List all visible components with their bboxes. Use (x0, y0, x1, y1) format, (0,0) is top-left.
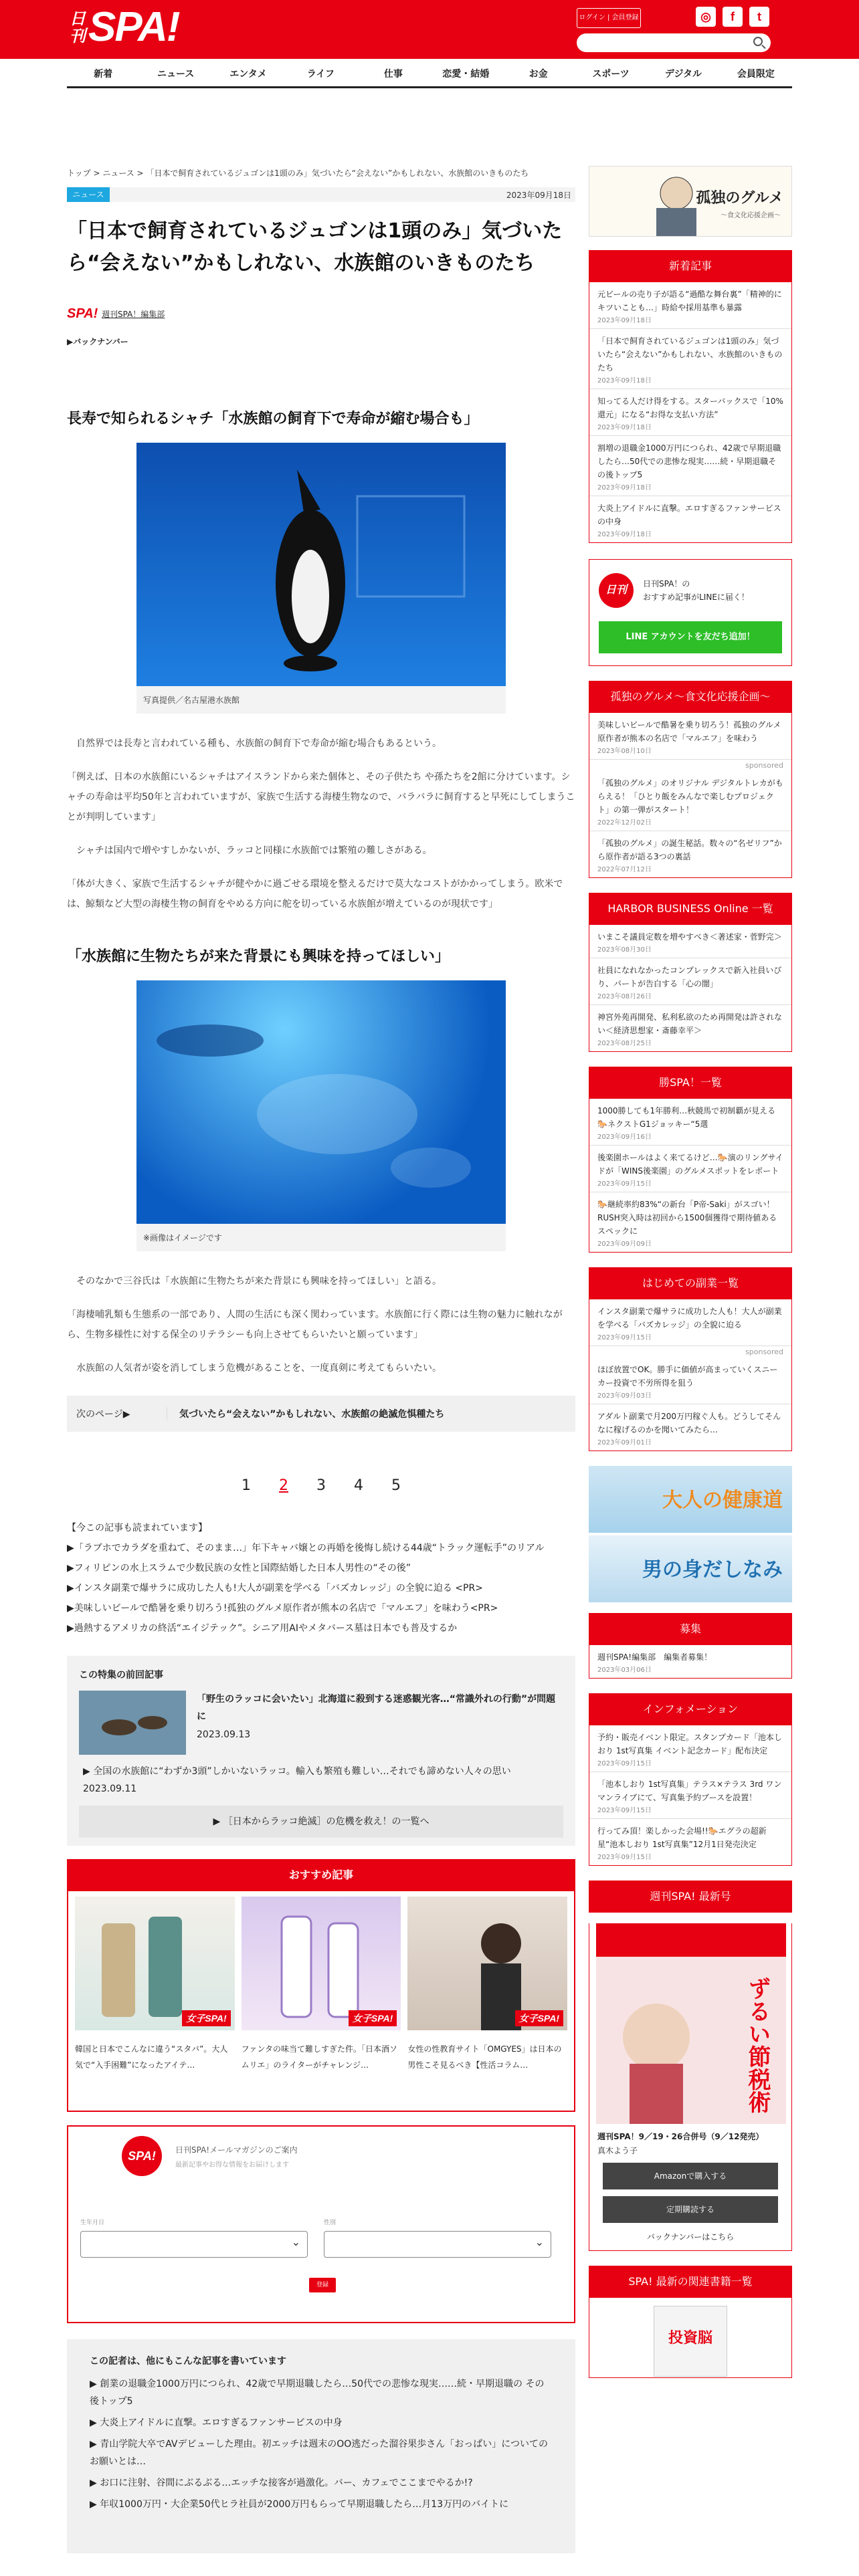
new-articles-section (589, 250, 792, 543)
article-main (67, 167, 575, 2553)
recommend-title[interactable]: ファンタの味当て難しすぎた件。「日本酒ソムリエ」のライターがチャレンジ… (241, 2044, 397, 2070)
newsletter-logo: SPA! (122, 2136, 162, 2176)
recruit-list (589, 1645, 792, 1679)
recruit-item[interactable] (589, 1645, 791, 1678)
line-follow-box (589, 559, 792, 666)
item-title[interactable]: インスタ副業で爆サラに成功した人も！大人が副業を学べる「バズカレッジ」の全貌に迫る (597, 1307, 782, 1329)
gourmet-banner-title: 孤独のグルメ (696, 190, 783, 207)
item-date: 2023年09月15日 (597, 1760, 652, 1767)
recommend-grid (67, 1891, 575, 2112)
breadcrumb[interactable]: トップ > ニュース > 「日本で飼育されているジュゴンは1頭のみ」気づいたら“会えない”かもしれない、水族館のいきものたち (67, 169, 529, 178)
item-date: 2023年09月15日 (597, 1854, 652, 1861)
paragraph-5: そのなかで三谷氏は「水族館に生物たちが来た背景にも興味を持ってほしい」と語る。 (76, 1276, 442, 1287)
related-item[interactable]: ▶インスタ副業で爆サラに成功した人も!大人が副業を学べる「バズカレッジ」の全貌に迫る <PR> (67, 1583, 483, 1594)
kachi-item[interactable] (589, 1099, 791, 1146)
new-article-item[interactable] (589, 282, 791, 329)
page-4[interactable]: 4 (354, 1477, 363, 1494)
books-body (589, 2298, 792, 2378)
newsletter-submit-button[interactable]: 登録 (309, 2278, 336, 2292)
article-title: 「日本で飼育されているジュゴンは1頭のみ」気づいたら“会えない”かもしれない、水族館のいきものたち (67, 219, 563, 275)
nav-item-love[interactable]: 恋愛・結婚 (442, 69, 490, 80)
related-articles (67, 1518, 575, 1638)
instagram-icon[interactable]: ◎ (696, 7, 716, 27)
joshi-spa-badge: 女子SPA! (182, 2010, 230, 2026)
recommend-card[interactable] (407, 1897, 567, 2111)
info-item[interactable] (589, 1725, 791, 1772)
weekly-spa-section (589, 1881, 792, 2251)
category-badge[interactable]: ニュース (67, 187, 110, 202)
other-heading: この記者は、他にもこんな記事を書いています (90, 2356, 286, 2367)
paragraph-1: 自然界では長寿と言われている種も、水族館の飼育下で寿命が縮む場合もあるという。 (76, 738, 442, 749)
recommend-image[interactable] (407, 1897, 567, 2030)
kachi-item[interactable] (589, 1146, 791, 1192)
photo-aquarium-figure (136, 980, 506, 1251)
item-date: 2023年09月15日 (597, 1334, 652, 1341)
item-title[interactable]: ほぼ放置でOK。勝手に価値が高まっていくスニーカー投資で不労所得を狙う (597, 1365, 778, 1388)
item-title[interactable]: 「日本で飼育されているジュゴンは1頭のみ」気づいたら“会えない”かもしれない、水族館のいきものたち (597, 336, 783, 372)
item-date: 2022年07月12日 (597, 866, 652, 873)
weekly-spa-body (589, 1923, 792, 2251)
book-title: 投資脳 (668, 2330, 712, 2347)
facebook-icon[interactable]: f (723, 7, 743, 27)
item-date: 2023年08月26日 (597, 993, 652, 1000)
amazon-buy-button[interactable]: Amazonで購入する (603, 2163, 778, 2189)
next-page-title[interactable]: 気づいたら“会えない”かもしれない、水族館の絶滅危惧種たち (179, 1409, 445, 1420)
nav-item-new[interactable]: 新着 (94, 69, 113, 80)
search-input[interactable] (577, 33, 771, 52)
recommend-section (67, 1859, 575, 2112)
orca-illustration (136, 443, 506, 686)
author-other-articles (67, 2339, 575, 2553)
page-3[interactable]: 3 (316, 1477, 326, 1494)
nav-item-life[interactable]: ライフ (306, 69, 335, 80)
section-heading-2: 「水族館に生物たちが来た背景にも興味を持ってほしい」 (67, 948, 450, 965)
gourmet-item[interactable] (589, 771, 791, 831)
grooming-banner[interactable] (589, 1535, 792, 1602)
article-date: 2023年09月18日 (506, 191, 571, 200)
newsletter-subtitle: 最新記事やお得な情報をお届けします (175, 2161, 289, 2169)
otter-illustration (79, 1691, 186, 1755)
page-2[interactable]: 2 (279, 1477, 288, 1494)
birthdate-select[interactable] (80, 2231, 308, 2258)
gourmet-section (589, 681, 792, 878)
subscribe-button[interactable]: 定期購読する (603, 2196, 778, 2223)
recommend-card[interactable] (242, 1897, 401, 2111)
side-job-list (589, 1299, 792, 1451)
gender-select[interactable] (324, 2231, 551, 2258)
new-articles-heading: 新着記事 (589, 250, 792, 282)
info-item[interactable] (589, 1772, 791, 1819)
info-list (589, 1725, 792, 1866)
item-title[interactable]: アダルト副業で月200万円稼ぐ人も。どうしてそんなに稼げるのかを聞いてみたら… (597, 1412, 781, 1434)
item-date: 2023年09月09日 (597, 1241, 652, 1248)
books-heading: SPA! 最新の関連書籍一覧 (589, 2266, 792, 2298)
sponsored-label: sponsored (745, 761, 783, 770)
grooming-banner-text: 男の身だしなみ (642, 1558, 783, 1582)
gourmet-list (589, 713, 792, 878)
related-item[interactable]: ▶美味しいビールで酷暑を乗り切ろう!孤独のグルメ原作者が熊本の名店で「マルエフ」を味わう<PR> (67, 1603, 498, 1614)
next-page-label[interactable]: 次のページ▶ (67, 1407, 167, 1420)
kachi-item[interactable] (589, 1192, 791, 1252)
backnumber-link-side[interactable]: バックナンバーはこちら (646, 2232, 735, 2242)
backnumber-link[interactable]: ▶バックナンバー (67, 337, 128, 346)
side-job-item[interactable] (589, 1404, 791, 1451)
line-add-friend-button[interactable]: LINE アカウントを友だち追加！ (599, 621, 782, 653)
other-article-item[interactable]: ▶ 青山学院大卒でAVデビューした理由。初エッチは週末のOO逃だった溜谷果歩さん「おっぱい」についての お願いとは… (90, 2439, 548, 2467)
item-title[interactable]: 神宮外苑再開発、私利私欲のため再開発は許されない＜経済思想家・斎藤幸平＞ (597, 1012, 783, 1035)
recommend-card[interactable] (75, 1897, 235, 2111)
recruit-heading: 募集 (589, 1613, 792, 1645)
item-date: 2023年09月18日 (597, 424, 652, 431)
article-meta (67, 187, 575, 202)
nav-item-money[interactable]: お金 (529, 69, 548, 80)
gourmet-item[interactable] (589, 713, 791, 760)
item-title[interactable]: 予約・販売イベント限定。スタンプカード「池本しおり 1st写真集 イベント記念カード」配布決定 (597, 1733, 782, 1755)
harbor-item[interactable] (589, 925, 791, 958)
other-article-item[interactable]: ▶ お口に注射、谷間にぶるぶる…エッチな接客が過激化。バー、カフェでここまでやるか!? (90, 2478, 473, 2488)
series-thumbnail[interactable] (79, 1691, 186, 1755)
photo-aquarium (136, 980, 506, 1224)
item-date: 2023年09月16日 (597, 1134, 652, 1141)
paragraph-6: 「海棲哺乳類も生態系の一部であり、人間の生活にも深く関わっています。水族館に行く際には生物の魅力に触れながら、生物多様性に対する保全のリテラシーも向上させてもらいたいと願っています」 (67, 1309, 563, 1340)
page-1[interactable]: 1 (242, 1477, 251, 1494)
item-title[interactable]: 割増の退職金1000万円につられ、42歳で早期退職したら…50代での悲惨な現実……続・早期退職その後トップ5 (597, 443, 781, 479)
new-article-item[interactable] (589, 389, 791, 436)
kachi-spa-heading: 勝SPA！一覧 (589, 1067, 792, 1099)
harbor-list (589, 925, 792, 1052)
item-title[interactable]: いまこそ議員定数を増やすべき＜著述家・菅野完＞ (597, 932, 782, 942)
item-date: 2023年09月15日 (597, 1180, 652, 1188)
item-date: 2023年09月01日 (597, 1439, 652, 1446)
side-job-item[interactable] (589, 1299, 791, 1346)
author-link[interactable]: 週刊SPA！編集部 (102, 309, 165, 319)
gourmet-item[interactable] (589, 831, 791, 877)
gourmet-banner[interactable] (589, 166, 792, 237)
fish-illustration (136, 980, 506, 1224)
photo-caption-1: 写真提供／名古屋港水族館 (136, 686, 506, 714)
gender-label: 性別 (324, 2220, 337, 2226)
health-banner-text: 大人の健康道 (662, 1489, 783, 1512)
photo-orca-figure (136, 443, 506, 714)
newsletter-box (67, 2125, 575, 2323)
item-title[interactable]: 知ってる人だけ得をする。スターバックスで「10%還元」になる“お得な支払い方法” (597, 397, 783, 419)
line-box-logo: 日刊 (599, 573, 634, 608)
series-main-item[interactable] (79, 1691, 563, 1755)
item-date: 2023年08月10日 (597, 748, 652, 755)
info-item[interactable] (589, 1819, 791, 1865)
sidebar (589, 166, 792, 2378)
new-article-item[interactable] (589, 329, 791, 389)
book-cover[interactable] (654, 2306, 727, 2377)
twitter-icon[interactable]: t (749, 7, 769, 27)
item-date: 2023年08月25日 (597, 1040, 652, 1047)
kachi-spa-section (589, 1067, 792, 1253)
logo-small-text: 日刊 (70, 10, 86, 45)
page-5[interactable]: 5 (391, 1477, 401, 1494)
joshi-spa-badge: 女子SPA! (349, 2010, 397, 2026)
next-page-box[interactable] (67, 1396, 575, 1432)
item-date: 2022年12月02日 (597, 819, 652, 827)
related-item[interactable]: ▶フィリピンの水上スラムで少数民族の女性と国際結婚した日本人男性の“その後” (67, 1563, 411, 1574)
line-box-text: 日刊SPA！の おすすめ記事がLINEに届く！ (643, 579, 749, 602)
paragraph-3: シャチは国内で増やすしかないが、ラッコと同様に水族館では繁殖の難しさがある。 (76, 845, 432, 856)
site-header (0, 0, 859, 59)
info-heading: インフォメーション (589, 1693, 792, 1725)
nav-item-news[interactable]: ニュース (157, 69, 195, 80)
recruit-section (589, 1613, 792, 1679)
item-date: 2023年03月06日 (597, 1667, 652, 1674)
item-date: 2023年09月18日 (597, 484, 652, 492)
series-sub-item[interactable]: ▶ 全国の水族館に“わずか3頭”しかいないラッコ。輸入も繁殖も難しい…それでも諦めない人々の思い 2023.09.11 (83, 1766, 520, 1794)
item-title[interactable]: 後楽園ホールはよく来てるけど…🐎演のリングサイドが「WINS後楽園」のグルメスポットをレポート (597, 1153, 783, 1176)
weekly-issue-title[interactable]: 週刊SPA！9／19・26合併号（9／12発売） (597, 2132, 764, 2141)
sponsored-label: sponsored (745, 1348, 783, 1356)
birthdate-label: 生年月日 (80, 2220, 105, 2226)
login-button[interactable]: ログイン | 会員登録 (577, 8, 641, 28)
search-icon[interactable] (753, 37, 763, 46)
item-date: 2023年09月18日 (597, 377, 652, 385)
pagination (67, 1477, 575, 1494)
series-box (67, 1656, 575, 1846)
global-nav (67, 62, 792, 88)
site-logo[interactable] (70, 5, 179, 49)
item-title[interactable]: 美味しいビールで酷暑を乗り切ろう！孤独のグルメ原作者が熊本の名店で「マルエフ」を味わう (597, 720, 781, 743)
item-title[interactable]: 週刊SPA!編集部 編集者募集！ (597, 1652, 712, 1662)
item-date: 2023年09月03日 (597, 1392, 652, 1400)
paragraph-2: 「例えば、日本の水族館にいるシャチはアイスランドから来た個体と、その子供たち や孫たちを2館に分けています。シャチの寿命は平均50年と言われていますが、家族で生活する海棲生物なので、バラバラに飼育すると早死にしてしまうことが判明しています」 (67, 772, 575, 823)
magazine-cover[interactable] (596, 1923, 785, 2124)
series-main-title[interactable]: 「野生のラッコに会いたい」北海道に殺到する迷惑観光客…“常識外れの行動”が問題に (197, 1694, 556, 1722)
nav-item-digital[interactable]: デジタル (664, 69, 702, 80)
joshi-spa-badge: 女子SPA! (515, 2010, 563, 2026)
new-article-item[interactable] (589, 436, 791, 496)
harbor-item[interactable] (589, 958, 791, 1005)
gourmet-banner-subtitle: ～食文化応援企画～ (721, 212, 781, 219)
paragraph-7: 水族館の人気者が姿を消してしまう危機があることを、一度真剣に考えてもらいたい。 (76, 1363, 442, 1374)
item-date: 2023年09月18日 (597, 317, 652, 324)
item-title[interactable]: 行ってみ頂！楽しかった会場!!🐎エグラの超新星“池本しおり 1st写真集”12月1日発売決定 (597, 1826, 767, 1849)
weekly-cover-person: 真木よう子 (597, 2146, 638, 2155)
harbor-heading: HARBOR BUSINESS Online 一覧 (589, 893, 792, 925)
related-heading: 【今この記事も読まれています】 (67, 1523, 207, 1533)
gourmet-heading: 孤独のグルメ～食文化応援企画～ (589, 681, 792, 713)
related-item[interactable]: ▶「ラブホでカラダを重ねて、そのまま…」年下キャバ嬢との再婚を後悔し続ける44歳“トラック運転手”のリアル (67, 1543, 545, 1553)
side-job-heading: はじめての副業一覧 (589, 1267, 792, 1299)
recommend-title[interactable]: 韓国と日本でこんなに違う“スタバ”。大人気で“入手困難”になったアイテ… (75, 2044, 228, 2070)
kachi-spa-list (589, 1099, 792, 1253)
series-all-button[interactable]: ▶ ［日本からラッコ絶滅］の危機を救え！の一覧へ (79, 1806, 563, 1838)
books-section (589, 2266, 792, 2378)
nav-item-entame[interactable]: エンタメ (229, 69, 267, 80)
nav-item-sports[interactable]: スポーツ (592, 69, 630, 80)
newsletter-title: 日刊SPA!メールマガジンのご案内 (175, 2145, 298, 2155)
new-articles-list (589, 282, 792, 543)
author-logo: SPA! (67, 306, 98, 321)
item-date: 2023年08月30日 (597, 946, 652, 954)
series-heading: この特集の前回記事 (79, 1670, 163, 1681)
item-title[interactable]: 「孤独のグルメ」のオリジナル デジタルトレカがもらえる！「ひとり飯をみんなで楽しむプロジェクト」の第一弾がスタート！ (597, 778, 783, 815)
paragraph-4: 「体が大きく、家族で生活するシャチが健やかに過ごせる環境を整えるだけで莫大なコストがかかってしまう。欧米では、鯨類など大型の海棲生物の飼育をやめる方向に舵を切っている水族館が増えているのが現状です」 (67, 879, 563, 909)
series-main-date: 2023.09.13 (197, 1729, 251, 1740)
item-date: 2023年09月18日 (597, 531, 652, 538)
side-job-section (589, 1267, 792, 1451)
other-article-item[interactable]: ▶ 年収1000万円・大企業50代ヒラ社員が2000万円もらって早期退職したら…月13万円のバイトに (90, 2499, 509, 2510)
harbor-section (589, 893, 792, 1052)
harbor-item[interactable] (589, 1005, 791, 1051)
weekly-spa-heading: 週刊SPA! 最新号 (589, 1881, 792, 1913)
item-title[interactable]: 「池本しおり 1st写真集」テラス×テラス 3rd ワンマンライブにて、写真集予約ブースを設置！ (597, 1780, 782, 1802)
recommend-heading: おすすめ記事 (67, 1859, 575, 1891)
section-heading-1: 長寿で知られるシャチ「水族館の飼育下で寿命が縮む場合も」 (67, 411, 479, 427)
health-banner[interactable] (589, 1466, 792, 1533)
other-article-item[interactable]: ▶ 創業の退職金1000万円につられ、42歳で早期退職したら…50代での悲惨な現実……続・早期退職の その後トップ5 (90, 2379, 545, 2407)
item-title[interactable]: 🐎継続率約83%“の新台「P帝-Saki」がスゴい！RUSH突入時は初回から1500個獲得で期待値あるスペックに (597, 1200, 777, 1236)
author-row (67, 304, 575, 324)
item-title[interactable]: 1000勝しても1年勝利…秋競馬で初制覇が見える🐎ネクストG1ジョッキー“5選 (597, 1106, 776, 1129)
logo-big-text: SPA! (88, 4, 179, 50)
item-title[interactable]: 元ビールの売り子が語る“過酷な舞台裏”「精神的にキツいことも…」時給や採用基準も暴露 (597, 290, 782, 312)
magazine-cover-headline: ずるい節税術 (744, 1977, 771, 2113)
side-job-item[interactable] (589, 1358, 791, 1404)
related-item[interactable]: ▶過熱するアメリカの終活“エイジテック”。シニア用AIやメタバース墓は日本でも普及するか (67, 1623, 458, 1634)
recommend-image[interactable] (75, 1897, 235, 2030)
nav-item-work[interactable]: 仕事 (383, 69, 403, 80)
nav-item-members[interactable]: 会員限定 (737, 69, 775, 80)
photo-orca (136, 443, 506, 686)
photo-caption-2: ※画像はイメージです (136, 1224, 506, 1251)
info-section (589, 1693, 792, 1866)
item-title[interactable]: 大炎上アイドルに直撃。エロすぎるファンサービスの中身 (597, 504, 781, 526)
other-article-item[interactable]: ▶ 大炎上アイドルに直撃。エロすぎるファンサービスの中身 (90, 2418, 343, 2428)
recommend-image[interactable] (242, 1897, 401, 2030)
new-article-item[interactable] (589, 496, 791, 542)
item-title[interactable]: 社員になれなかったコンプレックスで新入社員いびり、パートが告白する「心の闇」 (597, 966, 782, 988)
item-date: 2023年09月15日 (597, 1807, 652, 1814)
item-title[interactable]: 「孤独のグルメ」の誕生秘話。数々の“名ゼリフ”から原作者が語る3つの裏話 (597, 839, 782, 861)
recommend-title[interactable]: 女性の性教育サイト「OMGYES」は日本の男性こそ見るべき【性活コラム… (407, 2044, 562, 2070)
